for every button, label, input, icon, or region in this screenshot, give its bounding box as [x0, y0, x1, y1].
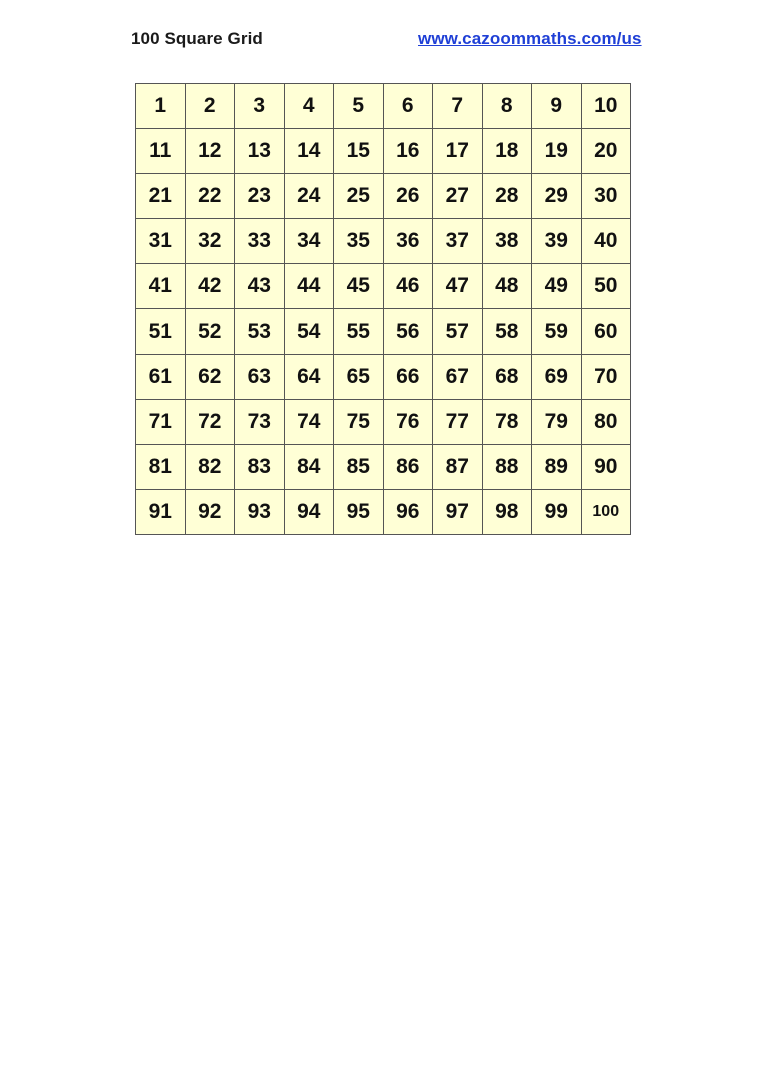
grid-row	[136, 129, 631, 174]
grid-cell: 77	[433, 399, 483, 444]
grid-row	[136, 399, 631, 444]
grid-cell: 57	[433, 309, 483, 354]
grid-cell: 12	[185, 129, 235, 174]
grid-cell: 26	[383, 174, 433, 219]
grid-cell: 29	[532, 174, 582, 219]
page-title: 100 Square Grid	[131, 29, 263, 48]
grid-cell: 1	[136, 84, 186, 129]
grid-cell: 80	[581, 399, 631, 444]
grid-cell: 13	[235, 129, 285, 174]
grid-cell: 45	[334, 264, 384, 309]
grid-row	[136, 219, 631, 264]
grid-cell: 47	[433, 264, 483, 309]
grid-cell: 65	[334, 354, 384, 399]
grid-cell: 43	[235, 264, 285, 309]
grid-cell: 71	[136, 399, 186, 444]
grid-cell: 91	[136, 489, 186, 534]
grid-body	[136, 84, 631, 535]
grid-cell: 66	[383, 354, 433, 399]
grid-cell: 87	[433, 444, 483, 489]
grid-cell: 78	[482, 399, 532, 444]
grid-cell: 98	[482, 489, 532, 534]
grid-cell: 49	[532, 264, 582, 309]
grid-cell: 36	[383, 219, 433, 264]
grid-cell: 56	[383, 309, 433, 354]
grid-cell: 6	[383, 84, 433, 129]
grid-cell: 33	[235, 219, 285, 264]
grid-cell: 51	[136, 309, 186, 354]
grid-cell: 70	[581, 354, 631, 399]
grid-cell: 97	[433, 489, 483, 534]
grid-row	[136, 174, 631, 219]
grid-cell: 9	[532, 84, 582, 129]
grid-cell: 72	[185, 399, 235, 444]
grid-cell: 76	[383, 399, 433, 444]
grid-cell: 74	[284, 399, 334, 444]
grid-row	[136, 264, 631, 309]
grid-cell: 53	[235, 309, 285, 354]
grid-cell: 3	[235, 84, 285, 129]
grid-cell: 88	[482, 444, 532, 489]
grid-cell: 42	[185, 264, 235, 309]
grid-cell: 27	[433, 174, 483, 219]
grid-cell: 81	[136, 444, 186, 489]
grid-cell: 20	[581, 129, 631, 174]
grid-cell: 73	[235, 399, 285, 444]
grid-cell: 14	[284, 129, 334, 174]
grid-cell: 5	[334, 84, 384, 129]
grid-cell: 75	[334, 399, 384, 444]
grid-cell: 82	[185, 444, 235, 489]
grid-cell: 84	[284, 444, 334, 489]
grid-cell: 8	[482, 84, 532, 129]
grid-cell: 17	[433, 129, 483, 174]
grid-cell: 24	[284, 174, 334, 219]
grid-cell: 15	[334, 129, 384, 174]
grid-cell: 35	[334, 219, 384, 264]
grid-cell: 48	[482, 264, 532, 309]
grid-cell: 38	[482, 219, 532, 264]
grid-cell: 68	[482, 354, 532, 399]
grid-cell: 59	[532, 309, 582, 354]
grid-cell: 69	[532, 354, 582, 399]
grid-cell: 96	[383, 489, 433, 534]
grid-cell: 32	[185, 219, 235, 264]
grid-row	[136, 309, 631, 354]
grid-cell: 63	[235, 354, 285, 399]
grid-cell: 41	[136, 264, 186, 309]
grid-cell: 37	[433, 219, 483, 264]
grid-cell: 40	[581, 219, 631, 264]
grid-cell: 100	[581, 489, 631, 534]
grid-row	[136, 84, 631, 129]
grid-cell: 61	[136, 354, 186, 399]
grid-cell: 50	[581, 264, 631, 309]
grid-cell: 39	[532, 219, 582, 264]
grid-cell: 28	[482, 174, 532, 219]
grid-row	[136, 489, 631, 534]
grid-cell: 2	[185, 84, 235, 129]
grid-cell: 55	[334, 309, 384, 354]
grid-cell: 34	[284, 219, 334, 264]
grid-cell: 93	[235, 489, 285, 534]
grid-cell: 25	[334, 174, 384, 219]
grid-cell: 92	[185, 489, 235, 534]
grid-cell: 86	[383, 444, 433, 489]
grid-cell: 30	[581, 174, 631, 219]
grid-cell: 46	[383, 264, 433, 309]
grid-cell: 95	[334, 489, 384, 534]
grid-cell: 21	[136, 174, 186, 219]
grid-cell: 23	[235, 174, 285, 219]
grid-cell: 31	[136, 219, 186, 264]
grid-cell: 11	[136, 129, 186, 174]
grid-cell: 99	[532, 489, 582, 534]
grid-cell: 94	[284, 489, 334, 534]
grid-cell: 54	[284, 309, 334, 354]
grid-cell: 4	[284, 84, 334, 129]
grid-row	[136, 354, 631, 399]
grid-cell: 79	[532, 399, 582, 444]
hundred-square-grid	[135, 83, 631, 535]
grid-cell: 7	[433, 84, 483, 129]
grid-cell: 18	[482, 129, 532, 174]
grid-row	[136, 444, 631, 489]
grid-cell: 64	[284, 354, 334, 399]
grid-cell: 60	[581, 309, 631, 354]
grid-cell: 58	[482, 309, 532, 354]
grid-cell: 10	[581, 84, 631, 129]
grid-cell: 90	[581, 444, 631, 489]
grid-cell: 16	[383, 129, 433, 174]
grid-cell: 62	[185, 354, 235, 399]
grid-cell: 83	[235, 444, 285, 489]
grid-cell: 67	[433, 354, 483, 399]
grid-cell: 22	[185, 174, 235, 219]
grid-cell: 85	[334, 444, 384, 489]
grid-cell: 44	[284, 264, 334, 309]
grid-cell: 19	[532, 129, 582, 174]
grid-cell: 89	[532, 444, 582, 489]
grid-cell: 52	[185, 309, 235, 354]
website-link[interactable]: www.cazoommaths.com/us	[418, 29, 642, 48]
